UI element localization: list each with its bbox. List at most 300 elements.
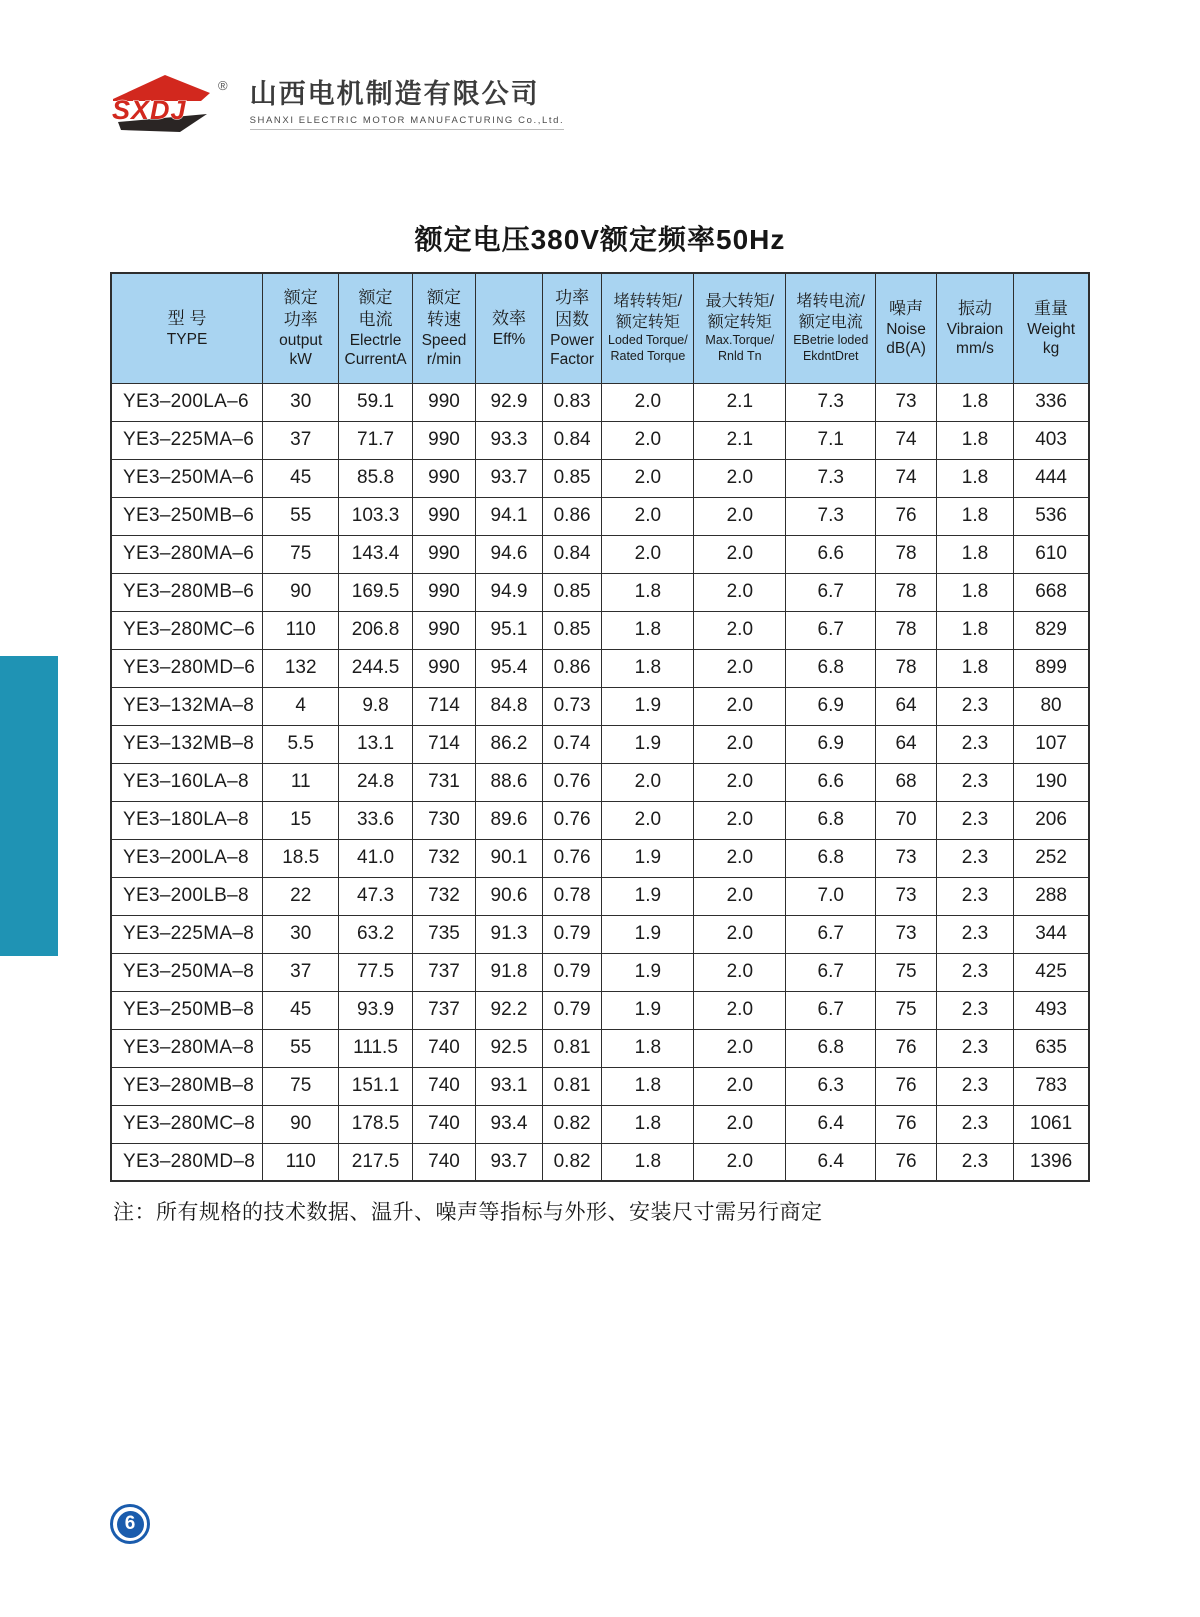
value-cell: 132 — [263, 649, 339, 687]
value-cell: 93.4 — [476, 1105, 543, 1143]
value-cell: 93.9 — [339, 991, 412, 1029]
value-cell: 2.0 — [694, 763, 786, 801]
value-cell: 6.7 — [786, 611, 876, 649]
value-cell: 2.0 — [602, 421, 694, 459]
value-cell: 6.8 — [786, 839, 876, 877]
value-cell: 6.8 — [786, 649, 876, 687]
value-cell: 0.85 — [542, 459, 602, 497]
column-header-7: 最大转矩/ 额定转矩 Max.Torque/ Rnld Tn — [694, 273, 786, 383]
value-cell: 252 — [1014, 839, 1089, 877]
value-cell: 6.4 — [786, 1105, 876, 1143]
value-cell: 76 — [876, 497, 937, 535]
value-cell: 1.8 — [936, 383, 1013, 421]
column-header-2: 额定 电流 Electrle CurrentA — [339, 273, 412, 383]
value-cell: 76 — [876, 1029, 937, 1067]
value-cell: 1.9 — [602, 687, 694, 725]
value-cell: 37 — [263, 953, 339, 991]
column-header-9: 噪声 Noise dB(A) — [876, 273, 937, 383]
value-cell: 1.9 — [602, 725, 694, 763]
value-cell: 0.76 — [542, 763, 602, 801]
page-number: 6 — [117, 1511, 144, 1538]
value-cell: 444 — [1014, 459, 1089, 497]
value-cell: 74 — [876, 459, 937, 497]
value-cell: 5.5 — [263, 725, 339, 763]
value-cell: 730 — [412, 801, 476, 839]
value-cell: 2.0 — [694, 801, 786, 839]
value-cell: 45 — [263, 991, 339, 1029]
value-cell: 0.83 — [542, 383, 602, 421]
value-cell: 829 — [1014, 611, 1089, 649]
value-cell: 1.8 — [936, 421, 1013, 459]
model-cell: YE3–250MB–8 — [111, 991, 263, 1029]
value-cell: 110 — [263, 1143, 339, 1181]
value-cell: 0.84 — [542, 421, 602, 459]
value-cell: 2.3 — [936, 953, 1013, 991]
value-cell: 15 — [263, 801, 339, 839]
value-cell: 2.3 — [936, 1029, 1013, 1067]
value-cell: 2.3 — [936, 915, 1013, 953]
column-header-4: 效率 Eff% — [476, 273, 543, 383]
value-cell: 1.8 — [602, 611, 694, 649]
value-cell: 1.8 — [602, 1067, 694, 1105]
column-header-3: 额定 转速 Speed r/min — [412, 273, 476, 383]
value-cell: 336 — [1014, 383, 1089, 421]
value-cell: 75 — [876, 953, 937, 991]
value-cell: 6.4 — [786, 1143, 876, 1181]
value-cell: 0.84 — [542, 535, 602, 573]
value-cell: 740 — [412, 1067, 476, 1105]
value-cell: 90.1 — [476, 839, 543, 877]
registered-mark: ® — [218, 78, 228, 93]
column-header-10: 振动 Vibraion mm/s — [936, 273, 1013, 383]
value-cell: 55 — [263, 497, 339, 535]
value-cell: 6.7 — [786, 915, 876, 953]
logo-text: SXDJ — [112, 95, 187, 125]
value-cell: 94.1 — [476, 497, 543, 535]
model-cell: YE3–280MC–8 — [111, 1105, 263, 1143]
value-cell: 206 — [1014, 801, 1089, 839]
value-cell: 89.6 — [476, 801, 543, 839]
value-cell: 344 — [1014, 915, 1089, 953]
value-cell: 7.0 — [786, 877, 876, 915]
value-cell: 735 — [412, 915, 476, 953]
table-row — [111, 649, 1089, 687]
table-row — [111, 953, 1089, 991]
value-cell: 0.85 — [542, 573, 602, 611]
value-cell: 75 — [263, 1067, 339, 1105]
company-names — [250, 72, 565, 130]
value-cell: 2.3 — [936, 687, 1013, 725]
value-cell: 737 — [412, 991, 476, 1029]
value-cell: 990 — [412, 383, 476, 421]
value-cell: 73 — [876, 383, 937, 421]
value-cell: 37 — [263, 421, 339, 459]
value-cell: 990 — [412, 421, 476, 459]
value-cell: 740 — [412, 1105, 476, 1143]
value-cell: 731 — [412, 763, 476, 801]
column-header-6: 堵转转矩/ 额定转矩 Loded Torque/ Rated Torque — [602, 273, 694, 383]
value-cell: 78 — [876, 535, 937, 573]
value-cell: 30 — [263, 915, 339, 953]
model-cell: YE3–280MB–6 — [111, 573, 263, 611]
column-header-8: 堵转电流/ 额定电流 EBetrie loded EkdntDret — [786, 273, 876, 383]
value-cell: 74 — [876, 421, 937, 459]
value-cell: 91.8 — [476, 953, 543, 991]
model-cell: YE3–160LA–8 — [111, 763, 263, 801]
value-cell: 493 — [1014, 991, 1089, 1029]
value-cell: 403 — [1014, 421, 1089, 459]
value-cell: 11 — [263, 763, 339, 801]
value-cell: 93.7 — [476, 1143, 543, 1181]
value-cell: 6.8 — [786, 801, 876, 839]
value-cell: 732 — [412, 877, 476, 915]
value-cell: 990 — [412, 535, 476, 573]
value-cell: 80 — [1014, 687, 1089, 725]
value-cell: 78 — [876, 649, 937, 687]
footnote-text: 注：所有规格的技术数据、温升、噪声等指标与外形、安装尺寸需另行商定 — [113, 1201, 823, 1224]
value-cell: 0.76 — [542, 801, 602, 839]
value-cell: 1.9 — [602, 877, 694, 915]
value-cell: 2.1 — [694, 383, 786, 421]
value-cell: 30 — [263, 383, 339, 421]
value-cell: 990 — [412, 573, 476, 611]
value-cell: 2.3 — [936, 991, 1013, 1029]
value-cell: 6.7 — [786, 573, 876, 611]
value-cell: 2.0 — [694, 535, 786, 573]
value-cell: 24.8 — [339, 763, 412, 801]
model-cell: YE3–280MA–6 — [111, 535, 263, 573]
value-cell: 92.5 — [476, 1029, 543, 1067]
value-cell: 1.8 — [602, 573, 694, 611]
value-cell: 0.79 — [542, 915, 602, 953]
table-row — [111, 573, 1089, 611]
value-cell: 76 — [876, 1105, 937, 1143]
value-cell: 93.7 — [476, 459, 543, 497]
value-cell: 217.5 — [339, 1143, 412, 1181]
value-cell: 93.1 — [476, 1067, 543, 1105]
value-cell: 103.3 — [339, 497, 412, 535]
value-cell: 635 — [1014, 1029, 1089, 1067]
value-cell: 990 — [412, 649, 476, 687]
model-cell: YE3–280MD–8 — [111, 1143, 263, 1181]
value-cell: 2.0 — [694, 687, 786, 725]
value-cell: 6.9 — [786, 725, 876, 763]
value-cell: 714 — [412, 725, 476, 763]
value-cell: 93.3 — [476, 421, 543, 459]
value-cell: 2.3 — [936, 801, 1013, 839]
value-cell: 1.8 — [936, 497, 1013, 535]
value-cell: 71.7 — [339, 421, 412, 459]
value-cell: 2.0 — [694, 573, 786, 611]
table-row — [111, 877, 1089, 915]
value-cell: 41.0 — [339, 839, 412, 877]
value-cell: 2.0 — [694, 611, 786, 649]
value-cell: 2.3 — [936, 1105, 1013, 1143]
value-cell: 86.2 — [476, 725, 543, 763]
value-cell: 2.0 — [694, 497, 786, 535]
value-cell: 2.0 — [694, 1067, 786, 1105]
value-cell: 107 — [1014, 725, 1089, 763]
value-cell: 7.3 — [786, 459, 876, 497]
model-cell: YE3–250MA–8 — [111, 953, 263, 991]
page-title: 额定电压380V额定频率50Hz — [414, 224, 786, 255]
value-cell: 0.82 — [542, 1143, 602, 1181]
value-cell: 78 — [876, 573, 937, 611]
value-cell: 1.9 — [602, 953, 694, 991]
column-header-5: 功率 因数 Power Factor — [542, 273, 602, 383]
value-cell: 55 — [263, 1029, 339, 1067]
value-cell: 244.5 — [339, 649, 412, 687]
table-row — [111, 421, 1089, 459]
value-cell: 0.78 — [542, 877, 602, 915]
model-cell: YE3–200LB–8 — [111, 877, 263, 915]
model-cell: YE3–180LA–8 — [111, 801, 263, 839]
model-cell: YE3–200LA–6 — [111, 383, 263, 421]
value-cell: 288 — [1014, 877, 1089, 915]
value-cell: 1.9 — [602, 991, 694, 1029]
value-cell: 0.81 — [542, 1029, 602, 1067]
value-cell: 2.3 — [936, 1067, 1013, 1105]
value-cell: 990 — [412, 497, 476, 535]
value-cell: 73 — [876, 915, 937, 953]
model-cell: YE3–225MA–6 — [111, 421, 263, 459]
value-cell: 76 — [876, 1067, 937, 1105]
value-cell: 783 — [1014, 1067, 1089, 1105]
value-cell: 2.3 — [936, 1143, 1013, 1181]
table-row — [111, 459, 1089, 497]
model-cell: YE3–280MB–8 — [111, 1067, 263, 1105]
value-cell: 2.3 — [936, 725, 1013, 763]
value-cell: 4 — [263, 687, 339, 725]
logo-mark-icon — [110, 72, 214, 134]
value-cell: 6.7 — [786, 953, 876, 991]
value-cell: 2.0 — [602, 763, 694, 801]
table-body — [111, 383, 1089, 1181]
value-cell: 425 — [1014, 953, 1089, 991]
table-row — [111, 991, 1089, 1029]
table-row — [111, 383, 1089, 421]
value-cell: 94.6 — [476, 535, 543, 573]
company-name-cn: 山西电机制造有限公司 — [249, 79, 540, 109]
value-cell: 1.8 — [602, 1143, 694, 1181]
value-cell: 0.86 — [542, 649, 602, 687]
motor-spec-table — [110, 272, 1090, 1182]
value-cell: 610 — [1014, 535, 1089, 573]
value-cell: 151.1 — [339, 1067, 412, 1105]
value-cell: 206.8 — [339, 611, 412, 649]
value-cell: 2.3 — [936, 877, 1013, 915]
table-row — [111, 915, 1089, 953]
value-cell: 1.8 — [936, 611, 1013, 649]
value-cell: 22 — [263, 877, 339, 915]
value-cell: 2.3 — [936, 839, 1013, 877]
value-cell: 1.8 — [936, 573, 1013, 611]
value-cell: 84.8 — [476, 687, 543, 725]
value-cell: 2.1 — [694, 421, 786, 459]
value-cell: 73 — [876, 877, 937, 915]
value-cell: 2.0 — [602, 497, 694, 535]
value-cell: 2.0 — [694, 991, 786, 1029]
value-cell: 9.8 — [339, 687, 412, 725]
table-row — [111, 1105, 1089, 1143]
value-cell: 92.9 — [476, 383, 543, 421]
value-cell: 64 — [876, 725, 937, 763]
value-cell: 143.4 — [339, 535, 412, 573]
value-cell: 2.0 — [694, 725, 786, 763]
table-row — [111, 1029, 1089, 1067]
value-cell: 2.0 — [602, 459, 694, 497]
value-cell: 78 — [876, 611, 937, 649]
value-cell: 64 — [876, 687, 937, 725]
value-cell: 1.8 — [936, 459, 1013, 497]
value-cell: 0.79 — [542, 991, 602, 1029]
value-cell: 1.9 — [602, 915, 694, 953]
value-cell: 0.74 — [542, 725, 602, 763]
value-cell: 0.82 — [542, 1105, 602, 1143]
value-cell: 1.9 — [602, 839, 694, 877]
column-header-0: 型 号 TYPE — [111, 273, 263, 383]
table-header — [111, 273, 1089, 383]
model-cell: YE3–200LA–8 — [111, 839, 263, 877]
table-row — [111, 801, 1089, 839]
value-cell: 714 — [412, 687, 476, 725]
value-cell: 740 — [412, 1029, 476, 1067]
value-cell: 2.0 — [602, 535, 694, 573]
value-cell: 0.73 — [542, 687, 602, 725]
value-cell: 2.0 — [694, 459, 786, 497]
value-cell: 990 — [412, 611, 476, 649]
value-cell: 47.3 — [339, 877, 412, 915]
value-cell: 1.8 — [602, 649, 694, 687]
column-header-1: 额定 功率 output kW — [263, 273, 339, 383]
table-row — [111, 1143, 1089, 1181]
value-cell: 63.2 — [339, 915, 412, 953]
value-cell: 68 — [876, 763, 937, 801]
value-cell: 1.8 — [936, 649, 1013, 687]
value-cell: 90 — [263, 573, 339, 611]
value-cell: 668 — [1014, 573, 1089, 611]
value-cell: 75 — [876, 991, 937, 1029]
value-cell: 0.76 — [542, 839, 602, 877]
value-cell: 91.3 — [476, 915, 543, 953]
value-cell: 77.5 — [339, 953, 412, 991]
value-cell: 1.8 — [602, 1029, 694, 1067]
value-cell: 169.5 — [339, 573, 412, 611]
value-cell: 6.9 — [786, 687, 876, 725]
value-cell: 6.6 — [786, 535, 876, 573]
value-cell: 1396 — [1014, 1143, 1089, 1181]
value-cell: 1.8 — [936, 535, 1013, 573]
value-cell: 45 — [263, 459, 339, 497]
value-cell: 90 — [263, 1105, 339, 1143]
value-cell: 732 — [412, 839, 476, 877]
value-cell: 0.79 — [542, 953, 602, 991]
value-cell: 7.3 — [786, 497, 876, 535]
model-cell: YE3–132MA–8 — [111, 687, 263, 725]
value-cell: 2.0 — [694, 915, 786, 953]
value-cell: 0.81 — [542, 1067, 602, 1105]
value-cell: 88.6 — [476, 763, 543, 801]
model-cell: YE3–250MA–6 — [111, 459, 263, 497]
value-cell: 85.8 — [339, 459, 412, 497]
value-cell: 740 — [412, 1143, 476, 1181]
value-cell: 6.7 — [786, 991, 876, 1029]
sidebar-accent-bar — [0, 656, 58, 956]
value-cell: 95.1 — [476, 611, 543, 649]
value-cell: 2.3 — [936, 763, 1013, 801]
value-cell: 7.1 — [786, 421, 876, 459]
table-row — [111, 611, 1089, 649]
value-cell: 111.5 — [339, 1029, 412, 1067]
value-cell: 92.2 — [476, 991, 543, 1029]
value-cell: 59.1 — [339, 383, 412, 421]
value-cell: 0.85 — [542, 611, 602, 649]
value-cell: 0.86 — [542, 497, 602, 535]
value-cell: 90.6 — [476, 877, 543, 915]
value-cell: 899 — [1014, 649, 1089, 687]
value-cell: 94.9 — [476, 573, 543, 611]
model-cell: YE3–225MA–8 — [111, 915, 263, 953]
value-cell: 95.4 — [476, 649, 543, 687]
value-cell: 990 — [412, 459, 476, 497]
table-row — [111, 763, 1089, 801]
model-cell: YE3–250MB–6 — [111, 497, 263, 535]
value-cell: 1.8 — [602, 1105, 694, 1143]
value-cell: 2.0 — [694, 1143, 786, 1181]
value-cell: 2.0 — [694, 953, 786, 991]
table-row — [111, 535, 1089, 573]
value-cell: 76 — [876, 1143, 937, 1181]
value-cell: 33.6 — [339, 801, 412, 839]
value-cell: 2.0 — [694, 877, 786, 915]
value-cell: 190 — [1014, 763, 1089, 801]
value-cell: 6.6 — [786, 763, 876, 801]
value-cell: 2.0 — [694, 1029, 786, 1067]
table-row — [111, 687, 1089, 725]
value-cell: 18.5 — [263, 839, 339, 877]
value-cell: 110 — [263, 611, 339, 649]
value-cell: 2.0 — [694, 1105, 786, 1143]
value-cell: 75 — [263, 535, 339, 573]
model-cell: YE3–280MC–6 — [111, 611, 263, 649]
value-cell: 6.3 — [786, 1067, 876, 1105]
value-cell: 737 — [412, 953, 476, 991]
company-name-en: SHANXI ELECTRIC MOTOR MANUFACTURING Co.,Ltd. — [250, 115, 565, 130]
value-cell: 2.0 — [694, 649, 786, 687]
value-cell: 1061 — [1014, 1105, 1089, 1143]
model-cell: YE3–132MB–8 — [111, 725, 263, 763]
value-cell: 536 — [1014, 497, 1089, 535]
table-row — [111, 497, 1089, 535]
table-row — [111, 725, 1089, 763]
value-cell: 2.0 — [694, 839, 786, 877]
value-cell: 6.8 — [786, 1029, 876, 1067]
header-row — [111, 273, 1089, 383]
value-cell: 7.3 — [786, 383, 876, 421]
value-cell: 70 — [876, 801, 937, 839]
value-cell: 2.0 — [602, 383, 694, 421]
table-row — [111, 839, 1089, 877]
table-row — [111, 1067, 1089, 1105]
page-number-badge — [110, 1504, 150, 1544]
value-cell: 2.0 — [602, 801, 694, 839]
model-cell: YE3–280MA–8 — [111, 1029, 263, 1067]
model-cell: YE3–280MD–6 — [111, 649, 263, 687]
value-cell: 73 — [876, 839, 937, 877]
value-cell: 178.5 — [339, 1105, 412, 1143]
column-header-11: 重量 Weight kg — [1014, 273, 1089, 383]
value-cell: 13.1 — [339, 725, 412, 763]
